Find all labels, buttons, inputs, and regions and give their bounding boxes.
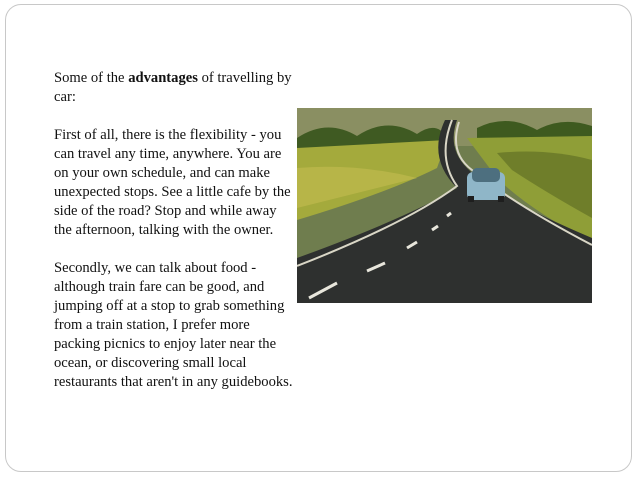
- car-icon: [467, 168, 505, 202]
- slide-text: [54, 69, 294, 411]
- flexibility-paragraph: First of all, there is the flexibility - you can travel any time, anywhere. You are on your own schedule, and can make unexpected stops. See a little cafe by the side of the road? Stop and while away the afternoon, talking with the owner.: [54, 127, 291, 238]
- intro-prefix: Some of the: [54, 70, 129, 86]
- food-paragraph: Secondly, we can talk about food - although train fare can be good, and jumping off at a stop to grab something from a train station, I prefer more packing picnics to enjoy later near the ocean, or discovering small local restaurants that aren't in any guidebooks.: [54, 260, 293, 390]
- intro-bold: advantages: [128, 70, 198, 86]
- intro-suffix: of travelling by car:: [54, 70, 292, 105]
- intro-paragraph: [54, 69, 294, 107]
- road-photo: [297, 108, 592, 303]
